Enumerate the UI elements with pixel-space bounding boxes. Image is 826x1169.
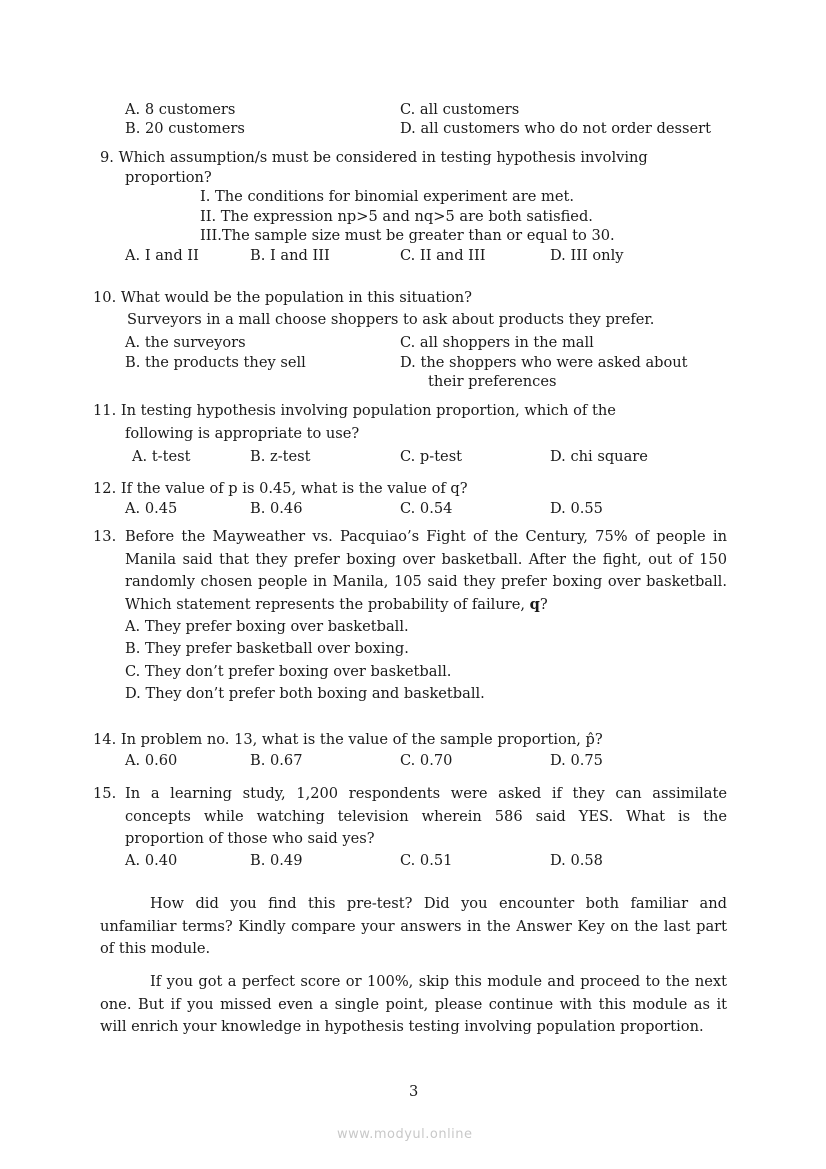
q9-stem: 9. Which assumption/s must be considered in testing hypothesis involving: [100, 149, 648, 166]
q9-choice-d: D. III only: [550, 247, 624, 264]
q15-choice-d: D. 0.58: [550, 852, 603, 869]
q13-stem-bold: q: [529, 595, 540, 613]
q11-stem: 11. In testing hypothesis involving population proportion, which of the: [93, 402, 616, 419]
q9-choice-c: C. II and III: [400, 247, 486, 264]
page-number: 3: [409, 1083, 419, 1100]
q10-stem: 10. What would be the population in this situation?: [93, 289, 472, 306]
q12-choice-d: D. 0.55: [550, 500, 603, 517]
q10-choice-c: C. all shoppers in the mall: [400, 334, 594, 351]
q15-choice-a: A. 0.40: [125, 852, 178, 869]
q14-choice-c: C. 0.70: [400, 752, 453, 769]
q13-choice-c: C. They don’t prefer boxing over basketball.: [125, 663, 452, 680]
q14-stem: 14. In problem no. 13, what is the value of the sample proportion, p̂?: [93, 731, 603, 748]
q15-stem: In a learning study, 1,200 respondents were asked if they can assimilate concepts while watching television wherein 586 said YES. What is the proportion of those who said yes?: [125, 785, 727, 847]
q11-stem-cont: following is appropriate to use?: [125, 425, 360, 442]
q10-choice-d: D. the shoppers who were asked about: [400, 354, 688, 371]
q13-number: 13.: [93, 528, 117, 545]
q11-choice-c: C. p-test: [400, 448, 463, 465]
q12-choice-c: C. 0.54: [400, 500, 453, 517]
q14-choice-d: D. 0.75: [550, 752, 603, 769]
q9-choice-a: A. I and II: [125, 247, 199, 264]
q15-choice-c: C. 0.51: [400, 852, 453, 869]
watermark: www.modyul.online: [337, 1127, 473, 1142]
q11-choice-a: A. t-test: [132, 448, 191, 465]
q13-choice-a: A. They prefer boxing over basketball.: [125, 618, 409, 635]
q13-choice-b: B. They prefer basketball over boxing.: [125, 640, 409, 657]
q10-choice-a: A. the surveyors: [125, 334, 246, 351]
q11-choice-b: B. z-test: [250, 448, 311, 465]
q15-number: 15.: [93, 785, 117, 802]
q9-choice-b: B. I and III: [250, 247, 330, 264]
q8-choice-a: A. 8 customers: [125, 101, 236, 118]
q14-choice-b: B. 0.67: [250, 752, 303, 769]
q12-choice-a: A. 0.45: [125, 500, 178, 517]
q12-choice-b: B. 0.46: [250, 500, 303, 517]
q11-choice-d: D. chi square: [550, 448, 648, 465]
q9-item-1: I. The conditions for binomial experiment are met.: [200, 188, 574, 205]
q9-item-3: III.The sample size must be greater than or equal to 30.: [200, 227, 615, 244]
q8-choice-c: C. all customers: [400, 101, 520, 118]
q8-choice-b: B. 20 customers: [125, 120, 245, 137]
closing-paragraph-1: How did you find this pre-test? Did you encounter both familiar and unfamiliar terms? Kindly compare your answers in the Answer Key on the last part of this module.: [100, 895, 727, 957]
q10-situation: Surveyors in a mall choose shoppers to ask about products they prefer.: [127, 311, 655, 328]
q13-choice-d: D. They don’t prefer both boxing and basketball.: [125, 685, 485, 702]
q14-choice-a: A. 0.60: [125, 752, 178, 769]
q10-choice-b: B. the products they sell: [125, 354, 306, 371]
q9-stem-cont: proportion?: [125, 169, 212, 186]
q10-choice-d-cont: their preferences: [428, 373, 557, 390]
closing-paragraph-2: If you got a perfect score or 100%, skip this module and proceed to the next one. But if you missed even a single point, please continue with this module as it will enrich your knowledge in hypothesis testing involving population proportion.: [100, 973, 727, 1035]
q13-stem-text: Before the Mayweather vs. Pacquiao’s Fight of the Century, 75% of people in Manila said that they prefer boxing over basketball. After the fight, out of 150 randomly chosen people in Manila, 105 said they prefer boxing over basketball. Which statement represents the probability of failure,: [125, 528, 727, 613]
q8-choice-d: D. all customers who do not order dessert: [400, 120, 711, 137]
q12-stem: 12. If the value of p is 0.45, what is the value of q?: [93, 480, 468, 497]
q13-stem-end: ?: [539, 595, 548, 613]
q9-item-2: II. The expression np>5 and nq>5 are both satisfied.: [200, 208, 593, 225]
q15-choice-b: B. 0.49: [250, 852, 303, 869]
q13-stem: [125, 526, 727, 616]
